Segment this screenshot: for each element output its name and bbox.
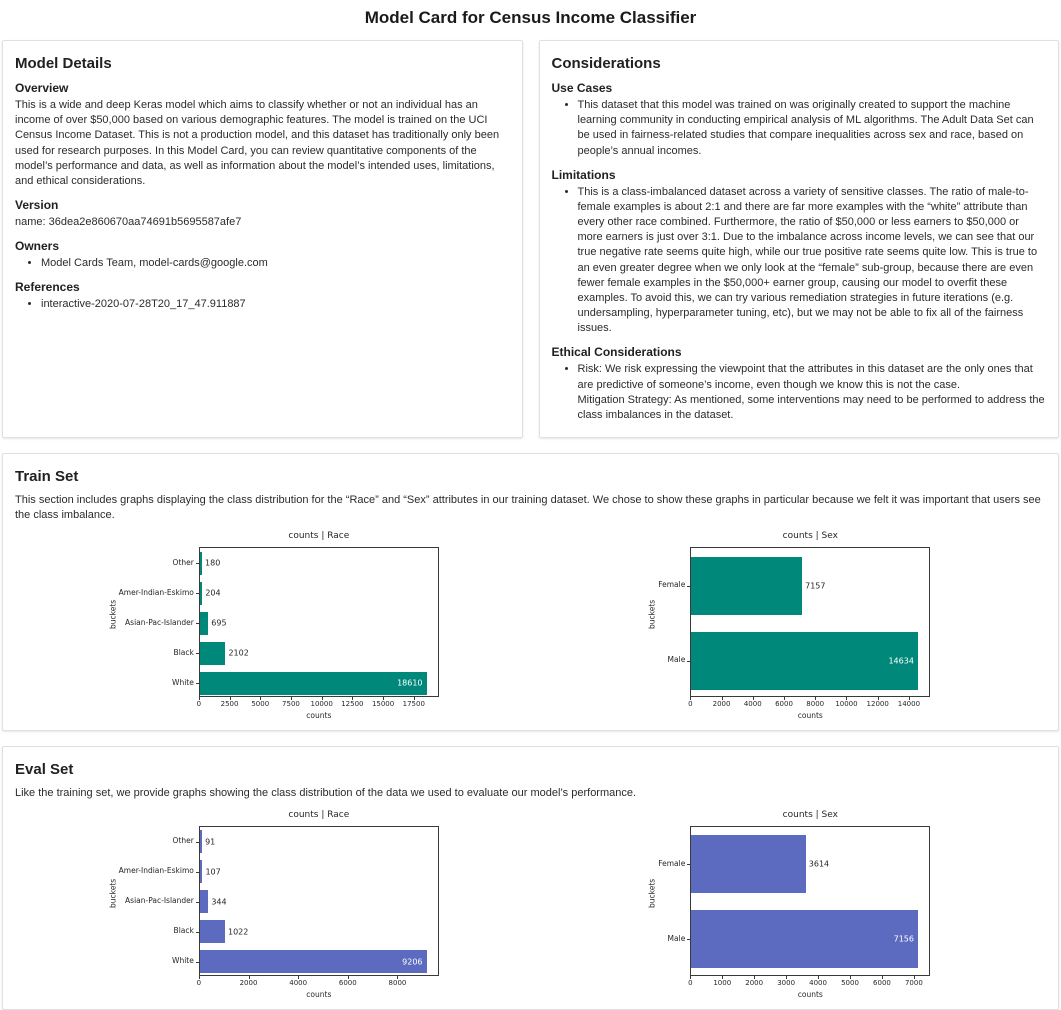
train-set-title: Train Set xyxy=(15,468,79,486)
plot-area xyxy=(199,547,439,697)
x-axis-label: counts xyxy=(797,989,823,999)
owners-list xyxy=(15,256,510,271)
chart-bar xyxy=(200,860,203,883)
bar-value-label: 695 xyxy=(211,618,227,628)
chart-title: counts | Race xyxy=(288,531,350,542)
owner-item: • Model Cards Team, model-cards@google.com xyxy=(41,256,510,271)
version-value: name: 36dea2e860670aa74691b5695587afe7 xyxy=(15,216,242,229)
x-tick-label: 0 xyxy=(196,978,202,987)
x-tick-label: 6000 xyxy=(338,978,357,987)
chart-figure xyxy=(107,810,439,999)
limitation-item: • This is a class-imbalanced dataset across a variety of sensitive classes. The ratio of male-to-female examples is about 2:1 and there are far more examples with the “white” attribute than every other race combined. Furthermore, the ratio of $50,000 or less earners to $50,000 or more earners is just over 3:1. Due to the imbalance across income levels, we can see that our true negative rate seems quite high, while our true positive rate seems quite low. This is true to an even greater degree when we only look at the “female” sub-group, because there are even fewer female examples in the $50,000+ earner group, causing our model to overfit these examples. To avoid this, we can try various remediation strategies in future iterations (e.g. undersampling, hyperparameter tuning, etc), but we may not be able to fix all of the fairness issues. xyxy=(578,185,1047,337)
y-tick-mark xyxy=(687,586,691,587)
x-tick-labels xyxy=(690,976,930,989)
y-tick-labels xyxy=(658,826,690,976)
use-case-item: • This dataset that this model was trained on was originally created to support the machine learning community in conducting empirical analysis of ML algorithms. The Adult Data Set can be used in fairness-related studies that compare inequalities across sex and race, based on people’s annual incomes. xyxy=(578,98,1047,159)
y-tick-label: Black xyxy=(173,926,194,936)
chart-bar xyxy=(200,890,208,913)
y-tick-label: Amer-Indian-Eskimo xyxy=(118,866,194,876)
chart-bar xyxy=(200,672,427,695)
plot-area xyxy=(690,826,930,976)
bar-value-label: 18610 xyxy=(397,678,423,688)
chart-bar xyxy=(200,830,202,853)
x-tick-label: 12000 xyxy=(866,700,889,709)
y-tick-mark xyxy=(196,683,200,684)
y-tick-mark xyxy=(196,872,200,873)
y-tick-mark xyxy=(196,593,200,594)
y-tick-mark xyxy=(196,563,200,564)
plot-area xyxy=(690,547,930,697)
bar-value-label: 7156 xyxy=(893,934,914,944)
y-tick-mark xyxy=(687,939,691,940)
x-tick-label: 8000 xyxy=(388,978,407,987)
y-tick-label: Female xyxy=(658,580,686,590)
y-tick-label: Male xyxy=(667,933,686,943)
chart-figure xyxy=(107,531,439,720)
x-tick-label: 5000 xyxy=(841,978,859,987)
overview-text: This is a wide and deep Keras model which aims to classify whether or not an individual has an income of over $50,000 based on various demographic features. The model is trained on the UCI Census Income Dataset. This is not a production model, and this dataset has traditionally only been used for research purposes. In this Model Card, you can review quantitative components of the model’s performance and data, as well as information about the model’s intended uses, limitations, and ethical considerations. xyxy=(15,99,500,187)
chart-bar xyxy=(200,582,202,605)
y-tick-mark xyxy=(196,842,200,843)
x-tick-label: 2000 xyxy=(239,978,258,987)
y-tick-label: Amer-Indian-Eskimo xyxy=(118,587,194,597)
chart-bar xyxy=(200,552,202,575)
ethical-item xyxy=(578,362,1047,423)
chart-body xyxy=(107,810,439,999)
y-tick-mark xyxy=(196,902,200,903)
reference-item: • interactive-2020-07-28T20_17_47.911887 xyxy=(41,297,510,312)
x-tick-label: 17500 xyxy=(402,700,425,709)
ethical-risk: Risk: We risk expressing the viewpoint that the attributes in this dataset are the only ones that are predictive of someone’s income, even though we know this is not the case. xyxy=(577,363,1033,391)
x-tick-label: 4000 xyxy=(743,700,762,709)
limitations-heading: Limitations xyxy=(551,167,616,182)
train-set-card xyxy=(2,453,1059,731)
x-tick-label: 3000 xyxy=(777,978,796,987)
bar-value-label: 2102 xyxy=(228,648,249,658)
x-tick-label: 6000 xyxy=(775,700,793,709)
bar-value-label: 180 xyxy=(205,558,221,568)
x-tick-label: 7000 xyxy=(904,978,923,987)
ethical-considerations-list xyxy=(552,362,1047,423)
train-charts-row xyxy=(15,531,1046,720)
considerations-card xyxy=(539,40,1060,438)
eval-sex-chart xyxy=(646,810,930,999)
chart-body xyxy=(107,531,439,720)
y-tick-label: Other xyxy=(172,557,194,567)
x-tick-label: 15000 xyxy=(371,700,395,709)
eval-race-chart xyxy=(107,810,439,999)
bar-value-label: 3614 xyxy=(808,859,830,869)
x-tick-label: 14000 xyxy=(897,700,921,709)
x-tick-label: 0 xyxy=(196,700,202,709)
ethical-mitigation: Mitigation Strategy: As mentioned, some interventions may need to be performed to address the class imbalances in the dataset. xyxy=(577,393,1045,421)
model-details-title: Model Details xyxy=(15,55,112,72)
chart-body xyxy=(646,810,930,999)
x-tick-label: 4000 xyxy=(289,978,308,987)
chart-body xyxy=(646,531,930,720)
limitations-list xyxy=(552,185,1047,337)
y-tick-mark xyxy=(687,864,691,865)
x-tick-label: 10000 xyxy=(835,700,858,709)
considerations-title: Considerations xyxy=(551,55,661,72)
train-race-chart xyxy=(107,531,439,720)
eval-charts-row xyxy=(15,810,1046,999)
references-list xyxy=(15,297,510,312)
bar-value-label: 9206 xyxy=(402,957,423,967)
y-tick-label: Male xyxy=(667,655,686,665)
train-set-description: This section includes graphs displaying the class distribution for the “Race” and “Sex” attributes in our training dataset. We chose to show these graphs in particular because we felt it was important that users see the class imbalance. xyxy=(15,494,1041,522)
y-tick-mark xyxy=(196,932,200,933)
y-axis-label: buckets xyxy=(108,599,118,630)
eval-set-description: Like the training set, we provide graphs showing the class distribution of the data we used to evaluate our model’s performance. xyxy=(15,787,637,800)
chart-title: counts | Sex xyxy=(782,531,838,542)
x-tick-labels xyxy=(690,697,930,710)
bar-value-label: 1022 xyxy=(228,927,249,937)
y-tick-labels xyxy=(658,547,690,697)
y-axis-label: buckets xyxy=(647,599,657,630)
y-tick-mark xyxy=(196,623,200,624)
bar-value-label: 204 xyxy=(205,588,221,598)
y-axis-label: buckets xyxy=(108,878,118,908)
bar-value-label: 107 xyxy=(205,867,221,877)
y-tick-mark xyxy=(687,661,691,662)
chart-bar xyxy=(691,557,802,616)
y-tick-label: Black xyxy=(173,647,194,657)
ethical-considerations-heading: Ethical Considerations xyxy=(551,345,682,360)
bar-value-label: 344 xyxy=(211,897,227,907)
x-tick-label: 2500 xyxy=(220,700,239,709)
bar-value-label: 91 xyxy=(205,837,216,847)
chart-bar xyxy=(200,612,208,635)
plot-column xyxy=(690,810,930,999)
use-cases-list xyxy=(552,98,1047,159)
x-tick-label: 2000 xyxy=(745,978,764,987)
x-tick-label: 2000 xyxy=(712,700,731,709)
x-tick-label: 0 xyxy=(688,978,693,987)
owners-heading: Owners xyxy=(15,239,60,254)
chart-bar xyxy=(691,632,918,691)
y-tick-label: White xyxy=(172,956,194,966)
x-tick-label: 4000 xyxy=(809,978,827,987)
x-tick-label: 1000 xyxy=(713,978,732,987)
plot-column xyxy=(196,531,439,721)
chart-bar xyxy=(200,642,226,665)
eval-set-title: Eval Set xyxy=(15,761,74,779)
chart-bar xyxy=(691,910,918,969)
x-axis-label: counts xyxy=(306,711,332,721)
y-tick-label: Asian-Pac-Islander xyxy=(125,896,194,906)
y-axis-label: buckets xyxy=(647,878,657,908)
x-tick-labels xyxy=(196,697,439,710)
y-tick-label: Asian-Pac-Islander xyxy=(125,617,194,627)
y-tick-label: White xyxy=(172,677,194,687)
train-sex-chart xyxy=(646,531,930,720)
y-tick-mark xyxy=(196,962,200,963)
overview-heading: Overview xyxy=(15,81,69,95)
chart-bar xyxy=(200,950,427,973)
plot-column xyxy=(690,531,930,720)
top-cards-row xyxy=(2,40,1059,438)
chart-figure xyxy=(646,531,930,720)
use-cases-heading: Use Cases xyxy=(551,81,613,95)
chart-bar xyxy=(691,835,805,894)
x-axis-label: counts xyxy=(306,989,332,999)
x-tick-label: 6000 xyxy=(873,978,891,987)
plot-column xyxy=(196,809,439,999)
x-tick-label: 0 xyxy=(688,700,693,709)
x-tick-labels xyxy=(196,976,439,989)
model-details-card xyxy=(2,40,523,438)
y-tick-labels xyxy=(119,826,199,976)
chart-title: counts | Sex xyxy=(782,809,838,820)
x-tick-label: 7500 xyxy=(282,700,300,709)
y-tick-mark xyxy=(196,653,200,654)
chart-bar xyxy=(200,920,225,943)
eval-set-card xyxy=(2,746,1059,1009)
chart-title: counts | Race xyxy=(288,809,350,820)
plot-area xyxy=(199,826,439,976)
x-tick-label: 8000 xyxy=(806,700,825,709)
bar-value-label: 14634 xyxy=(888,656,914,666)
references-heading: References xyxy=(15,280,80,295)
y-tick-labels xyxy=(119,547,199,697)
x-tick-label: 5000 xyxy=(251,700,270,709)
chart-figure xyxy=(646,810,930,999)
y-tick-label: Other xyxy=(172,836,194,846)
y-tick-label: Female xyxy=(658,858,686,868)
x-tick-label: 12500 xyxy=(341,700,364,709)
x-tick-label: 10000 xyxy=(310,700,333,709)
page-title: Model Card for Census Income Classifier xyxy=(364,8,697,27)
x-axis-label: counts xyxy=(797,711,823,721)
version-heading: Version xyxy=(15,198,59,213)
bar-value-label: 7157 xyxy=(805,581,826,591)
